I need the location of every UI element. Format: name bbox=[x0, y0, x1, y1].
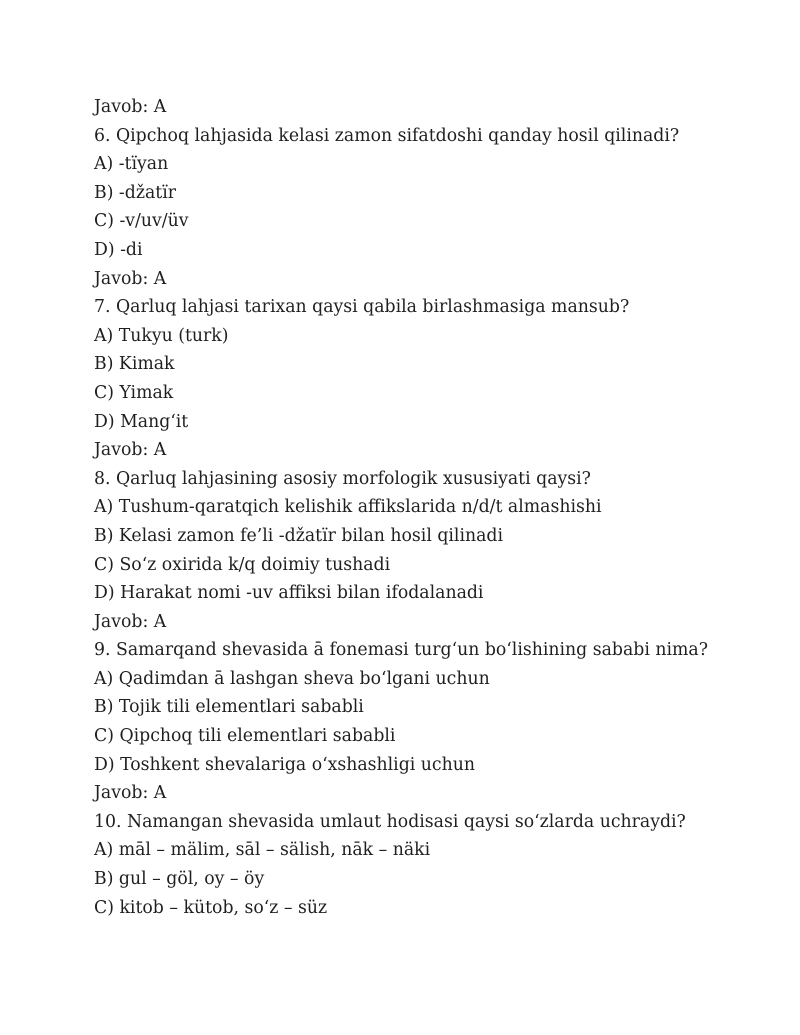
question-8-option-a: A) Tushum-qaratqich kelishik affikslarida n/d/t almashishi bbox=[94, 497, 602, 518]
document-page bbox=[94, 93, 774, 922]
question-9-option-d: D) Toshkent shevalariga o‘xshashligi uchun bbox=[94, 754, 475, 775]
question-7-option-c: C) Yimak bbox=[94, 382, 174, 403]
question-6: 6. Qipchoq lahjasida kelasi zamon sifatdoshi qanday hosil qilinadi? bbox=[94, 125, 680, 146]
question-9-option-b: B) Tojik tili elementlari sababli bbox=[94, 697, 364, 718]
question-10-option-b: B) gul – göl, oy – öy bbox=[94, 869, 265, 890]
question-6-option-c: C) -v/uv/üv bbox=[94, 211, 189, 232]
question-10: 10. Namangan shevasida umlaut hodisasi qaysi so‘zlarda uchraydi? bbox=[94, 811, 686, 832]
question-10-option-c: C) kitob – kütob, so‘z – süz bbox=[94, 897, 328, 918]
question-9-option-c: C) Qipchoq tili elementlari sababli bbox=[94, 726, 396, 747]
question-9-answer: Javob: A bbox=[94, 783, 167, 804]
question-10-option-a: A) māl – mälim, sāl – sälish, nāk – näki bbox=[94, 840, 431, 861]
question-8-answer: Javob: A bbox=[94, 611, 167, 632]
question-8-option-d: D) Harakat nomi -uv affiksi bilan ifodalanadi bbox=[94, 583, 484, 604]
question-7-option-d: D) Mang‘it bbox=[94, 411, 189, 432]
question-7-option-a: A) Tukyu (turk) bbox=[94, 325, 229, 346]
question-9-option-a: A) Qadimdan ā lashgan sheva bo‘lgani uchun bbox=[94, 668, 490, 689]
question-8-option-b: B) Kelasi zamon fe’li -džatïr bilan hosil qilinadi bbox=[94, 525, 504, 546]
question-6-answer: Javob: A bbox=[94, 268, 167, 289]
question-7-option-b: B) Kimak bbox=[94, 354, 175, 375]
question-7-answer: Javob: A bbox=[94, 440, 167, 461]
question-8-option-c: C) So‘z oxirida k/q doimiy tushadi bbox=[94, 554, 391, 575]
question-8: 8. Qarluq lahjasining asosiy morfologik xususiyati qaysi? bbox=[94, 468, 591, 489]
question-6-option-d: D) -di bbox=[94, 239, 143, 260]
question-9: 9. Samarqand shevasida ā fonemasi turg‘un bo‘lishining sababi nima? bbox=[94, 640, 708, 661]
answer-line: Javob: A bbox=[94, 97, 167, 117]
question-6-option-a: A) -tïyan bbox=[94, 154, 169, 175]
question-6-option-b: B) -džatïr bbox=[94, 182, 176, 203]
question-7: 7. Qarluq lahjasi tarixan qaysi qabila birlashmasiga mansub? bbox=[94, 297, 630, 318]
